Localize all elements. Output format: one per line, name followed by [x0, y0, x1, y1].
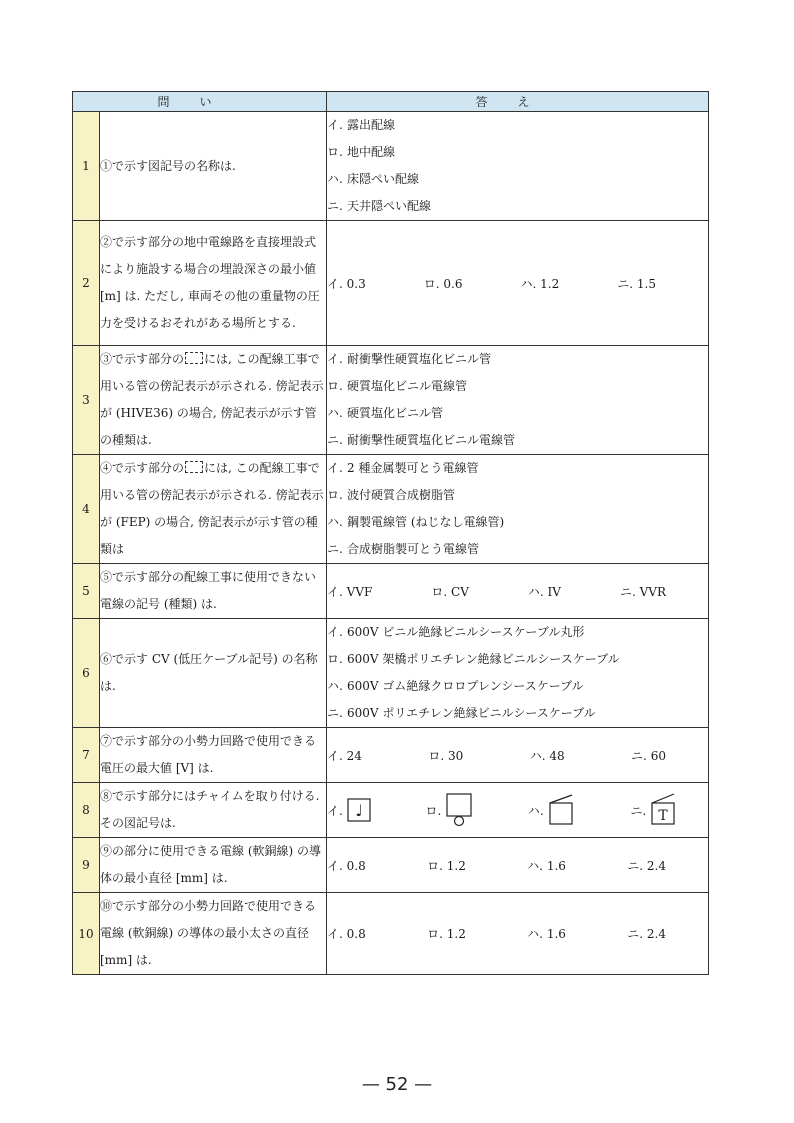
answer-options	[327, 783, 709, 838]
table-row	[73, 455, 709, 564]
answer-option-ha: ハ. 床隠ぺい配線	[327, 172, 420, 186]
answer-option-i: イ. 0.8	[327, 927, 366, 941]
box-circle-symbol-icon	[445, 792, 473, 828]
answer-option-ro: ロ. 1.2	[427, 858, 466, 873]
answer-options	[327, 564, 709, 619]
answer-option-ha: ハ. IV	[527, 584, 561, 599]
question-number: 9	[73, 838, 100, 893]
question-text: ⑨の部分に使用できる電線 (軟銅線) の導体の最小直径 [mm] は.	[100, 838, 327, 893]
page-number: — 52 —	[361, 1074, 433, 1095]
table-header-row	[73, 92, 709, 112]
table-row	[73, 783, 709, 838]
symbol-options-row	[327, 786, 708, 834]
box-t-symbol-icon	[650, 793, 678, 827]
answer-option-i: イ. ♩	[327, 798, 371, 822]
question-text: ⑥で示す CV (低圧ケーブル記号) の名称は.	[100, 619, 327, 728]
answer-option-ha: ハ. 1.2	[520, 276, 560, 291]
answer-option-ni: ニ. 天井隠ぺい配線	[327, 199, 432, 213]
table-row	[73, 838, 709, 893]
answer-inline-row	[327, 857, 708, 874]
answer-option-ro: ロ. 硬質塩化ビニル電線管	[327, 379, 468, 393]
answer-option-ha: ハ. 48	[529, 748, 565, 763]
answer-option-ro: ロ.	[425, 792, 473, 828]
answer-option-ni: ニ. 2.4	[627, 858, 666, 873]
answer-option-ni: ニ. 60	[631, 748, 666, 763]
table-row	[73, 346, 709, 455]
question-number: 2	[73, 221, 100, 346]
answer-option-ro: ロ. CV	[431, 584, 469, 599]
question-text: ①で示す図記号の名称は.	[100, 112, 327, 221]
answer-option-ro: ロ. 0.6	[423, 276, 463, 291]
answer-option-i: イ. 24	[327, 748, 362, 763]
question-number: 3	[73, 346, 100, 455]
answer-option-ha: ハ. 600V ゴム絶縁クロロプレンシースケーブル	[327, 679, 584, 693]
answer-option-ni: ニ. 耐衝撃性硬質塩化ビニル電線管	[327, 433, 516, 447]
answer-option-ro: ロ. 1.2	[427, 927, 466, 941]
answer-options	[327, 221, 709, 346]
answer-option-i: イ. 0.3	[327, 276, 366, 291]
dashed-box-symbol	[185, 352, 203, 364]
answer-options	[327, 619, 709, 728]
answer-option-ro: ロ. 600V 架橋ポリエチレン絶縁ビニルシースケーブル	[327, 652, 620, 666]
answer-inline-row	[327, 747, 708, 764]
question-number: 1	[73, 112, 100, 221]
question-text: ⑧で示す部分にはチャイムを取り付ける. その図記号は.	[100, 783, 327, 838]
answer-option-ni: ニ. 600V ポリエチレン絶縁ビニルシースケーブル	[327, 706, 596, 720]
question-text: ⑩で示す部分の小勢力回路で使用できる電線 (軟銅線) の導体の最小太さの直径 [mm] は.	[100, 893, 327, 975]
question-number: 10	[73, 893, 100, 975]
answer-option-ha: ハ. 硬質塩化ビニル管	[327, 406, 444, 420]
answer-options	[327, 455, 709, 564]
answer-option-ha: ハ. 1.6	[527, 927, 566, 941]
answer-option-ro: ロ. 地中配線	[327, 145, 396, 159]
question-text: ④で示す部分の には, この配線工事で用いる管の傍記表示が示される. 傍記表示が (FEP) の場合, 傍記表示が示す管の種類は	[100, 455, 327, 564]
svg-text:♩: ♩	[354, 801, 363, 820]
answer-options	[327, 728, 709, 783]
answer-option-ha: ハ. 鋼製電線管 (ねじなし電線管)	[327, 515, 505, 529]
question-number: 4	[73, 455, 100, 564]
question-number: 6	[73, 619, 100, 728]
answer-options	[327, 112, 709, 221]
question-text: ⑤で示す部分の配線工事に使用できない電線の記号 (種類) は.	[100, 564, 327, 619]
answer-options	[327, 893, 709, 975]
question-text: ②で示す部分の地中電線路を直接埋設式により施設する場合の埋設深さの最小値 [m] は. ただし, 車両その他の重量物の圧力を受けるおそれがある場所とする.	[100, 221, 327, 346]
answer-option-ni: ニ. T	[630, 793, 678, 827]
dashed-box-symbol	[185, 461, 203, 473]
answer-option-ro: ロ. 30	[428, 748, 464, 763]
svg-text:T: T	[658, 808, 668, 824]
answer-option-ni: ニ. 1.5	[617, 276, 657, 291]
answer-option-ni: ニ. 合成樹脂製可とう電線管	[327, 542, 480, 556]
answer-option-ha: ハ. 1.6	[527, 858, 566, 873]
answer-inline-row	[327, 275, 708, 292]
table-row	[73, 728, 709, 783]
question-text: ⑦で示す部分の小勢力回路で使用できる電圧の最大値 [V] は.	[100, 728, 327, 783]
answer-option-ni: ニ. 2.4	[627, 927, 666, 941]
answer-option-i: イ. 露出配線	[327, 118, 396, 132]
answer-option-ha: ハ.	[528, 794, 576, 826]
answer-option-i: イ. 0.8	[327, 858, 366, 873]
answer-option-i: イ. 2 種金属製可とう電線管	[327, 461, 479, 475]
table-row	[73, 619, 709, 728]
question-number: 7	[73, 728, 100, 783]
answer-options	[327, 346, 709, 455]
question-text: ③で示す部分の には, この配線工事で用いる管の傍記表示が示される. 傍記表示が (HIVE36) の場合, 傍記表示が示す管の種類は.	[100, 346, 327, 455]
answer-option-i: イ. 600V ビニル絶縁ビニルシースケーブル丸形	[327, 625, 585, 639]
box-flag-symbol-icon	[548, 794, 576, 826]
chime-note-symbol-icon	[347, 798, 371, 822]
table-row	[73, 893, 709, 975]
answer-option-i: イ. VVF	[327, 584, 373, 599]
answer-option-ni: ニ. VVR	[619, 584, 666, 599]
answer-inline-row	[327, 925, 708, 942]
question-number: 8	[73, 783, 100, 838]
table-row	[73, 112, 709, 221]
answer-options	[327, 838, 709, 893]
question-number: 5	[73, 564, 100, 619]
answer-option-i: イ. 耐衝撃性硬質塩化ビニル管	[327, 352, 492, 366]
answer-option-ro: ロ. 波付硬質合成樹脂管	[327, 488, 456, 502]
question-header: 問い	[73, 92, 327, 112]
answer-header: 答え	[327, 92, 709, 112]
table-row	[73, 221, 709, 346]
question-answer-table	[72, 91, 709, 975]
answer-inline-row	[327, 583, 708, 600]
table-row	[73, 564, 709, 619]
